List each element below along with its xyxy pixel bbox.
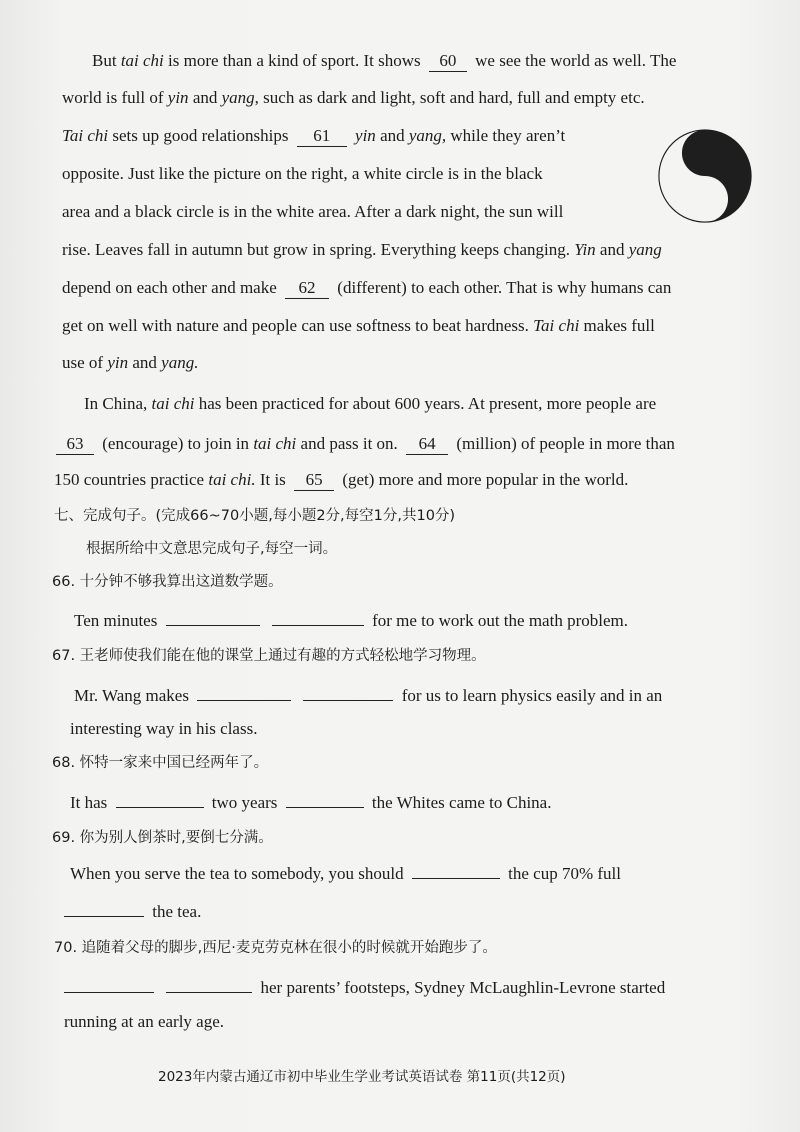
question-66-prompt: 66. 十分钟不够我算出这道数学题。	[52, 574, 283, 590]
answer-blank[interactable]	[64, 976, 154, 993]
answer-blank[interactable]	[197, 684, 291, 701]
passage-line: area and a black circle is in the white area. After a dark night, the sun will	[62, 202, 564, 221]
blank-64: 64	[406, 434, 448, 455]
passage-line: opposite. Just like the picture on the right, a white circle is in the black	[62, 164, 543, 183]
answer-blank[interactable]	[286, 791, 364, 808]
question-68-prompt: 68. 怀特一家来中国已经两年了。	[52, 755, 269, 771]
passage-line: 150 countries practice tai chi. It is 65 (get) more and more popular in the world.	[54, 470, 629, 489]
question-66-sentence: Ten minutes for me to work out the math problem.	[74, 611, 628, 630]
question-67-prompt: 67. 王老师使我们能在他的课堂上通过有趣的方式轻松地学习物理。	[52, 648, 486, 664]
question-70-prompt: 70. 追随着父母的脚步,西尼·麦克劳克林在很小的时候就开始跑步了。	[54, 940, 497, 956]
blank-60: 60	[429, 51, 467, 72]
question-69-continuation: the tea.	[64, 900, 201, 923]
passage-line: Tai chi sets up good relationships 61 yin and yang, while they aren’t	[62, 126, 566, 145]
passage-line: get on well with nature and people can use softness to beat hardness. Tai chi makes full	[62, 316, 655, 335]
answer-blank[interactable]	[64, 900, 144, 917]
blank-62: 62	[285, 278, 329, 299]
answer-blank[interactable]	[116, 791, 204, 808]
passage-line: depend on each other and make 62 (different) to each other. That is why humans can	[62, 278, 672, 297]
section-instruction: 根据所给中文意思完成句子,每空一词。	[86, 541, 338, 557]
passage-line: 63 (encourage) to join in tai chi and pass it on. 64 (million) of people in more than	[52, 433, 675, 455]
answer-blank[interactable]	[166, 609, 260, 626]
passage-line: But tai chi is more than a kind of sport. It shows 60 we see the world as well. The	[92, 51, 677, 70]
question-70-sentence: her parents’ footsteps, Sydney McLaughlin-Levrone started	[64, 976, 665, 999]
passage-line: use of yin and yang.	[62, 353, 199, 372]
blank-63: 63	[56, 434, 94, 455]
answer-blank[interactable]	[412, 862, 500, 879]
question-69-prompt: 69. 你为别人倒茶时,要倒七分满。	[52, 830, 273, 846]
blank-61: 61	[297, 126, 347, 147]
answer-blank[interactable]	[166, 976, 252, 993]
question-69-sentence: When you serve the tea to somebody, you should the cup 70% full	[70, 864, 621, 883]
blank-65: 65	[294, 470, 334, 491]
section-title: 七、完成句子。(完成66~70小题,每小题2分,每空1分,共10分)	[54, 508, 456, 524]
passage-line: In China, tai chi has been practiced for about 600 years. At present, more people are	[84, 394, 657, 413]
answer-blank[interactable]	[303, 684, 393, 701]
question-70-continuation: running at an early age.	[64, 1012, 225, 1031]
question-68-sentence: It has two years the Whites came to China.	[70, 793, 552, 812]
yin-yang-icon	[657, 128, 753, 224]
question-67-sentence: Mr. Wang makes for us to learn physics easily and in an	[74, 686, 663, 705]
answer-blank[interactable]	[272, 609, 364, 626]
passage-line: world is full of yin and yang, such as dark and light, soft and hard, full and empty etc.	[62, 88, 645, 107]
passage-line: rise. Leaves fall in autumn but grow in spring. Everything keeps changing. Yin and yang	[62, 240, 662, 259]
question-67-continuation: interesting way in his class.	[70, 719, 258, 738]
page-footer: 2023年内蒙古通辽市初中毕业生学业考试英语试卷 第11页(共12页)	[158, 1069, 566, 1085]
